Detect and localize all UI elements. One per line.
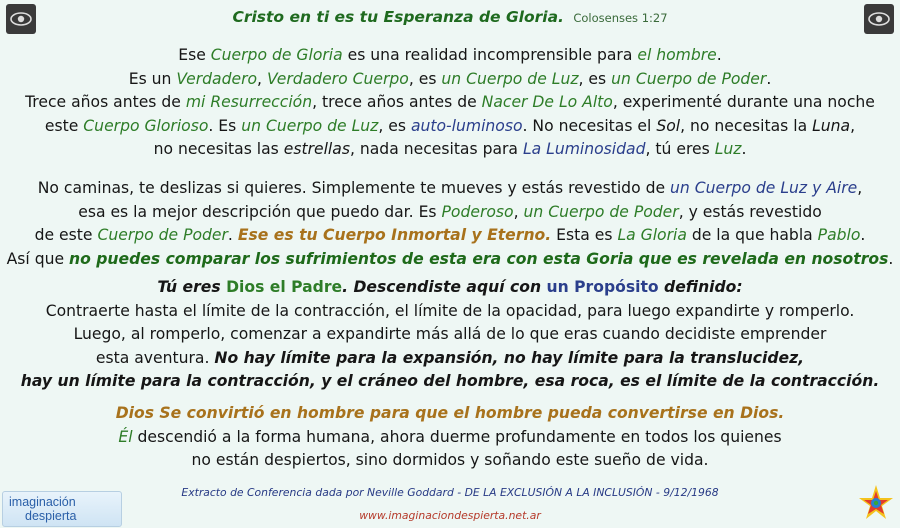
- text-line: [0, 115, 900, 139]
- text-segment: el hombre: [637, 46, 717, 64]
- text-line: [0, 177, 900, 201]
- text-segment: descendió a la forma humana, ahora duerme profundamente en todos los quienes: [132, 427, 782, 446]
- text-segment: , es: [578, 69, 612, 88]
- text-segment: . Descendiste aquí con: [342, 278, 547, 296]
- text-line: [0, 68, 900, 92]
- paragraph-body-of-power: [0, 177, 900, 271]
- text-segment: Ese: [178, 46, 211, 64]
- text-segment: Poderoso: [441, 202, 514, 221]
- text-line: [0, 370, 900, 394]
- logo-line-2: despierta: [25, 509, 77, 523]
- text-segment: de la que habla: [686, 226, 818, 244]
- text-line: [0, 201, 900, 225]
- text-segment: Nacer De Lo Alto: [481, 93, 613, 111]
- text-segment: .: [741, 140, 747, 158]
- text-line: [0, 347, 900, 371]
- text-segment: Él: [118, 427, 133, 446]
- text-segment: Luna: [812, 116, 851, 135]
- text-segment: Cuerpo de Poder: [97, 226, 228, 244]
- text-segment: . No necesitas el: [522, 116, 657, 135]
- source-note: Extracto de Conferencia dada por Neville Goddard - DE LA EXCLUSIÓN A LA INCLUSIÓN - 9/12/1968: [181, 486, 719, 499]
- text-line: [0, 91, 900, 115]
- text-segment: Verdadero: [176, 69, 258, 88]
- text-segment: , trece años antes de: [312, 93, 482, 111]
- text-segment: La Luminosidad: [522, 140, 646, 158]
- text-segment: estrellas: [283, 140, 350, 158]
- text-segment: un Cuerpo de Luz: [241, 116, 379, 135]
- text-line: [0, 300, 900, 324]
- text-segment: Dios el Padre: [226, 278, 343, 296]
- text-line: [0, 449, 900, 473]
- text-line: [0, 276, 900, 300]
- text-segment: Pablo: [817, 226, 861, 244]
- text-line: [0, 138, 900, 162]
- text-line: [0, 402, 900, 426]
- text-segment: es una realidad incomprensible para: [342, 46, 638, 64]
- text-segment: no puedes comparar los sufrimientos de esta era con esta Goria que es revelada en nosotros: [69, 249, 889, 268]
- text-segment: un Cuerpo de Poder: [611, 69, 767, 88]
- text-segment: , y estás revestido: [678, 202, 822, 221]
- text-segment: mi Resurrección: [185, 93, 313, 111]
- text-segment: Así que: [6, 249, 70, 268]
- text-segment: ,: [257, 69, 267, 88]
- text-segment: Cuerpo Glorioso: [83, 116, 209, 135]
- text-segment: Luz: [714, 140, 742, 158]
- text-line: [0, 426, 900, 450]
- text-segment: un Cuerpo de Luz: [441, 69, 579, 88]
- text-segment: No caminas, te deslizas si quieres. Simplemente te mueves y estás revestido de: [37, 179, 671, 197]
- text-segment: Trece años antes de: [25, 93, 186, 111]
- text-segment: , no necesitas la: [680, 116, 813, 135]
- text-segment: No hay límite para la expansión, no hay límite para la translucidez,: [214, 348, 805, 367]
- text-segment: Sol: [656, 116, 681, 135]
- text-segment: de este: [34, 226, 98, 244]
- title-main: Cristo en ti es tu Esperanza de Gloria.: [232, 8, 564, 26]
- text-segment: .: [227, 226, 238, 244]
- logo: [2, 491, 122, 527]
- text-segment: Dios Se convirtió en hombre para que el hombre pueda convertirse en Dios.: [115, 404, 785, 422]
- paragraph-god-became-man: [0, 402, 900, 473]
- paragraph-glorious-body: [0, 44, 900, 162]
- text-segment: Esta es: [551, 226, 618, 244]
- text-line: [0, 44, 900, 68]
- text-segment: hay un límite para la contracción, y el cráneo del hombre, esa roca, es el límite de la contracción.: [20, 372, 880, 390]
- text-segment: .: [860, 226, 866, 244]
- text-segment: ,: [513, 202, 524, 221]
- text-segment: esa es la mejor descripción que puedo dar. Es: [78, 202, 442, 221]
- star-icon: [858, 484, 894, 520]
- text-segment: esta aventura.: [95, 348, 215, 367]
- title-reference: Colosenses 1:27: [573, 11, 668, 25]
- text-segment: definido:: [658, 278, 743, 296]
- text-segment: un Cuerpo de Luz y Aire: [670, 179, 858, 197]
- text-segment: Cuerpo de Gloria: [210, 46, 343, 64]
- text-segment: Ese es tu Cuerpo Inmortal y Eterno.: [237, 226, 552, 244]
- text-segment: auto-luminoso: [410, 116, 523, 135]
- text-segment: Es un: [128, 69, 177, 88]
- text-segment: ,: [857, 179, 863, 197]
- text-line: [0, 248, 900, 272]
- logo-line-1: imaginación: [9, 495, 76, 509]
- paragraph-god-the-father: [0, 276, 900, 394]
- text-segment: , tú eres: [645, 140, 715, 158]
- text-segment: Verdadero Cuerpo: [266, 69, 409, 88]
- text-segment: .: [888, 249, 894, 268]
- text-line: [0, 323, 900, 347]
- page-title: [0, 8, 900, 26]
- text-line: [0, 224, 900, 248]
- text-segment: .: [766, 69, 772, 88]
- website-link[interactable]: www.imaginaciondespierta.net.ar: [359, 509, 541, 522]
- text-segment: un Cuerpo de Poder: [523, 202, 679, 221]
- text-segment: .: [716, 46, 722, 64]
- text-segment: no están despiertos, sino dormidos y soñando este sueño de vida.: [191, 451, 709, 469]
- text-segment: este: [44, 116, 84, 135]
- text-segment: Contraerte hasta el límite de la contracción, el límite de la opacidad, para luego expandirte y romperlo.: [45, 301, 855, 320]
- text-segment: un Propósito: [546, 278, 659, 296]
- text-segment: , nada necesitas para: [349, 140, 523, 158]
- text-segment: , es: [378, 116, 411, 135]
- text-segment: ,: [850, 116, 856, 135]
- text-segment: Tú eres: [157, 278, 227, 296]
- text-segment: , experimenté durante una noche: [612, 93, 875, 111]
- text-segment: no necesitas las: [153, 140, 284, 158]
- text-segment: La Gloria: [617, 226, 687, 244]
- text-segment: , es: [408, 69, 442, 88]
- text-segment: . Es: [208, 116, 242, 135]
- text-segment: Luego, al romperlo, comenzar a expandirte más allá de lo que eras cuando decidiste emprender: [73, 325, 827, 343]
